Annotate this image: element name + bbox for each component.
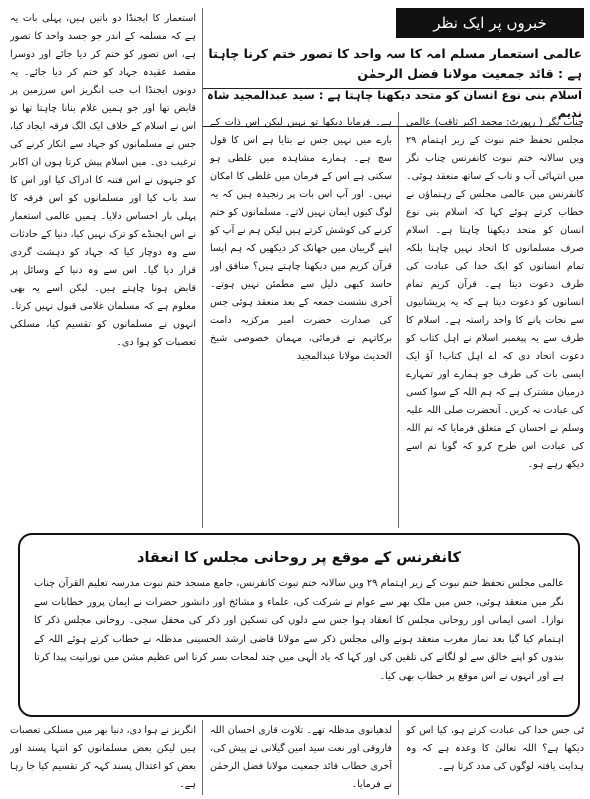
article-column-middle: [210, 114, 392, 530]
column-text: ٹی جس خدا کی عبادت کرتے ہو، کیا اس کو دیکھا ہے؟ اللہ تعالیٰ کا وعدہ ہے کہ وہ ہدایت یافتہ لوگوں کی مدد کرتا ہے۔: [406, 725, 584, 772]
column-divider: [398, 112, 399, 528]
column-divider: [202, 720, 203, 795]
column-text: چناب نگر ( رپورٹ: محمد اکبر ثاقب) عالمی مجلس تحفظ ختم نبوت کے زیر اہتمام ۲۹ ویں سالانہ ختم نبوت کانفرنس چناب نگر میں انتہائی آب و تاب کے ساتھ منعقد ہوئی۔ کانفرنس میں عالمی مجلس کے رہنماؤں نے خطاب کرتے ہوئے کہا کہ اسلام بنی نوع انسان کو متحد دیکھنا چاہتا ہے۔ اسلام صرف مسلمانوں کا اتحاد نہیں چاہتا بلکہ تمام انسانوں کو ایک خدا کی عبادت کی طرف دعوت دیتا ہے۔ قرآن کریم تمام انسانوں کو دعوت دیتا ہے کہ یہ پریشانیوں سے نجات پانے کا واحد راستہ ہے۔ اسلام کا طرف سے یہ پیغمبر اسلام نے اہل کتاب کو دعوت اتحاد دی کہ اے اہل کتاب! آؤ ایک ایسی بات کی طرف جو ہمارے اور تمہارے درمیان مشترک ہے کہ ہم اللہ کے سوا کسی کی عبادت نہ کریں۔ آنحضرت صلی اللہ علیہ وسلم نے احسان کے متعلق فرمایا کہ تم اللہ کی عبادت اس طرح کرو کہ گویا تم اسے دیکھ رہے ہو۔: [406, 117, 584, 470]
section-masthead: [396, 8, 584, 38]
column-divider: [398, 720, 399, 795]
box-title: کانفرنس کے موقع پر روحانی مجلس کا انعقاد: [137, 550, 461, 566]
sub-headline: اسلام بنی نوع انسان کو متحد دیکھنا چاہتا ہے : سید عبدالمجید شاہ ندیم: [202, 86, 582, 127]
column-divider: [202, 8, 203, 528]
column-text: لدھیانوی مدظلہ تھے۔ تلاوت قاری احسان اللہ فاروقی اور نعت سید امین گیلانی نے پیش کی، آخری خطاب قائد جمعیت مولانا فضل الرحمٰن نے فرمایا۔: [210, 725, 392, 790]
bottom-column-right: [406, 722, 584, 796]
article-column-right: [406, 114, 584, 530]
main-headline: عالمی استعمار مسلم امہ کا سہ واحد کا تصور ختم کرنا چاہتا ہے : قائد جمعیت مولانا فضل الرحمٰن: [202, 44, 582, 89]
column-text: استعمار کا ایجنڈا دو باتیں ہیں، پہلی بات یہ ہے کہ مسلمہ کے اندر جو جسد واحد کا تصور ہے، اس تصور کو ختم کر دیا جائے اور دوسرا مقصد عقیدہ جہاد کو ختم کر دیا جائے۔ یہ دونوں ایجنڈا اب جب انگریز اس سرزمین پر قابض تھا اور جو ہمیں غلام بنانا چاہتا تھا تو اس نے اسلام کے خلاف ایک الگ فرقہ ایجاد کیا، جس نے مسلمانوں کو جہاد سے انکار کرنے کی ترغیب دی۔ میں اسلام پیش کرتا ہوں ان اکابر کو جنہوں نے اس فتنہ کا ادراک کیا اور اس کا سد باب کیا اور مسلمانوں کو اس فرقہ کا پہلی بار احساس دلایا۔ ہمیں عالمی استعمار نے اس ایجنڈے کو ترک نہیں کیا، دنیا کے حادثات سے وہ دوچار کیا کہ جہاد کو دہشت گردی قرار دیا گیا۔ اس سے وہ دنیا کے وسائل پر قابض ہونا چاہتے ہیں۔ لیکن اسے یہ بھی معلوم ہے کہ مسلمان غلامی قبول نہیں کرتا۔ انہوں نے مسلمانوں کو تقسیم کیا، مسلکی تعصبات کو ہوا دی۔: [10, 13, 196, 348]
column-text: انگریز نے ہوا دی، دنیا بھر میں مسلکی تعصبات ہیں لیکن بعض مسلمانوں کو انتہا پسند اور بعض کو اعتدال پسند کہہ کر تقسیم کیا جا رہا ہے۔: [10, 725, 196, 790]
bottom-column-middle: [210, 722, 392, 796]
bottom-column-left: [10, 722, 196, 796]
article-column-left: [10, 10, 196, 528]
boxed-news-item: [18, 533, 580, 717]
masthead-title: خبروں پر ایک نظر: [433, 14, 547, 32]
box-body: عالمی مجلس تحفظ ختم نبوت کے زیر اہتمام ۲۹ ویں سالانہ ختم نبوت کانفرنس، جامع مسجد ختم نبوت مدرسہ تعلیم القرآن چناب نگر میں منعقد ہوئی، جس میں ملک بھر سے عوام نے شرکت کی، علماء و مشائخ اور دانشور حضرات نے ایمان پرور خطابات سے نوازا۔ اسی ایمانی اور روحانی مجلس کا انعقاد ہوا جس سے دلوں کی تسکین اور ذکر کی محفل سجی۔ روحانی مجلس ذکر کا اہتمام کیا گیا بعد نماز مغرب منعقد ہونے والی مجلس ذکر سے مولانا قاضی ارشد الحسینی مدظلہ نے خطاب کرتے ہوئے اللہ کے بندوں کو اپنے خالق سے لو لگانے کی تلقین کی اور کہا کہ یاد الٰہی میں چند لمحات بسر کرنا اس عظیم مشن میں نورانیت پیدا کرتا ہے اور انہوں نے اس موقع پر خطاب بھی کیا۔: [34, 578, 564, 682]
column-text: ہے۔ فرمایا دیکھا تو نہیں لیکن اس ذات کے بارے میں نہیں جس نے بتایا ہے اس کا قول سچ ہے۔ ہمارے مشاہدہ میں غلطی ہو سکتی ہے اس کے فرمان میں غلطی کا امکان نہیں۔ اور آپ اس بات پر رنجیدہ ہیں کہ یہ لوگ کیوں ایمان نہیں لاتے۔ مسلمانوں کو ختم کرنے کی کوشش کرتے ہیں لیکن ہم نے آپ کو اپنے گریبان میں جھانک کر دیکھیں کہ ہم ایسا قرآن کریم میں دیکھنا چاہتے ہیں؟ منافق اور حاسد کبھی دلیل سے مطمئن نہیں ہوتے۔ آخری نشست جمعہ کے بعد منعقد ہوئی جس کی صدارت حضرت امیر مرکزیہ دامت برکاتہم نے فرمائی، مہمان خصوصی شیخ الحدیث مولانا عبدالمجید: [210, 117, 392, 362]
